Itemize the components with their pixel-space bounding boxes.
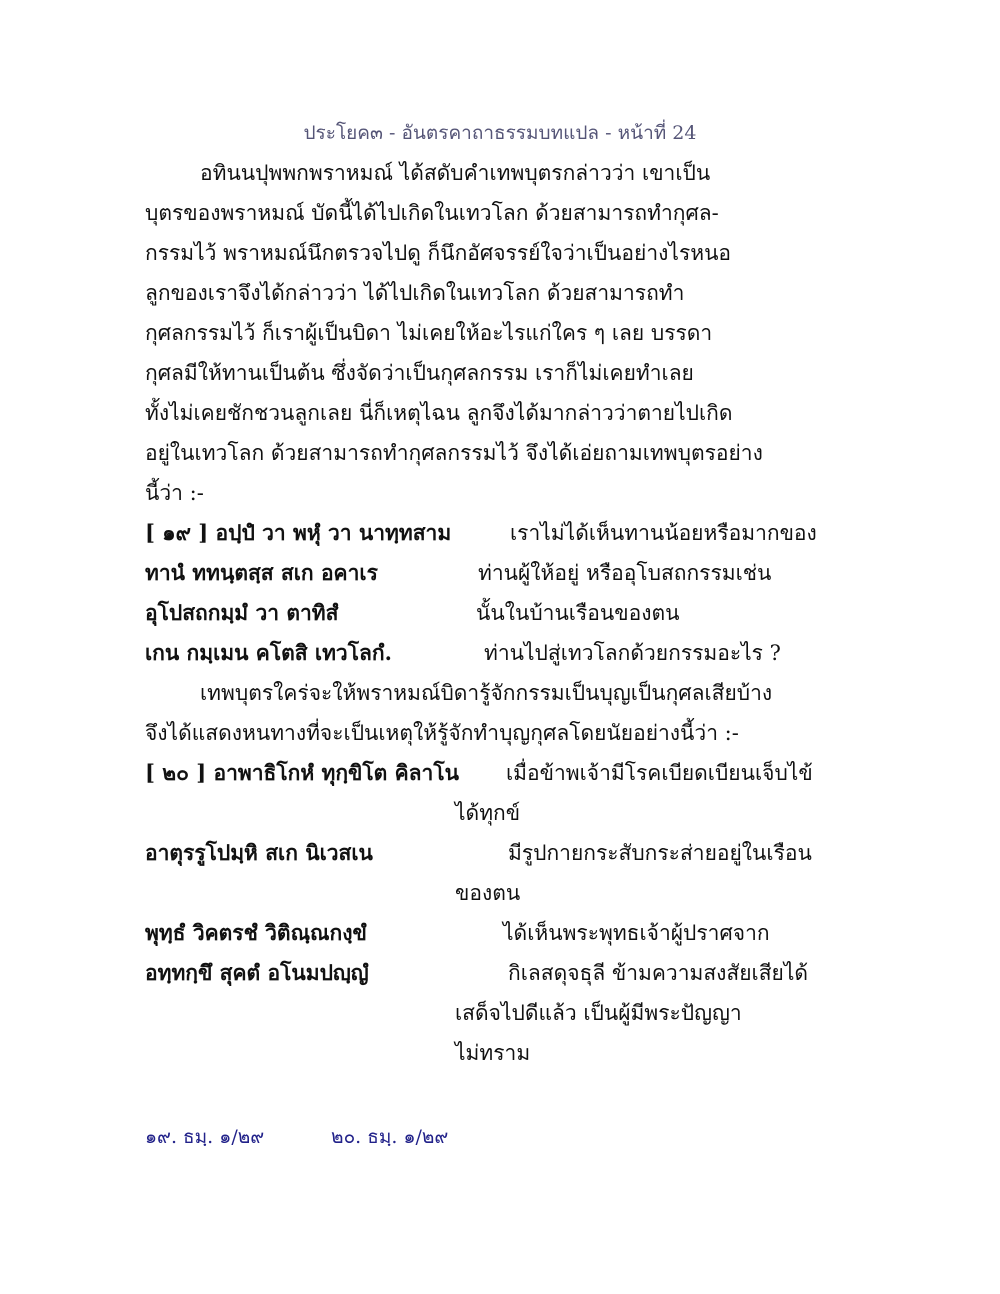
thai-translation-line: มีรูปกายกระสับกระส่ายอยู่ในเรือน — [508, 841, 812, 865]
text-line: นี้ว่า :- — [145, 481, 204, 505]
thai-translation-line: นั้นในบ้านเรือนของตน — [476, 601, 680, 625]
thai-translation-line: ท่านผู้ให้อยู่ หรืออุโบสถกรรมเช่น — [478, 561, 772, 585]
thai-translation-line: ท่านไปสู่เทวโลกด้วยกรรมอะไร ? — [484, 641, 781, 665]
text-line: กรรมไว้ พราหมณ์นึกตรวจไปดู ก็นึกอัศจรรย์ใจว่าเป็นอย่างไรหนอ — [145, 241, 732, 265]
pali-line: อทฺทกฺขึ สุคตํ อโนมปญฺญํ — [145, 960, 369, 985]
thai-translation-line: ของตน — [455, 881, 521, 905]
pali-line: [ ๑๙ ] อปฺปํ วา พหุํ วา นาทฺทสาม — [145, 520, 452, 545]
text-line: บุตรของพราหมณ์ บัดนี้ได้ไปเกิดในเทวโลก ด้วยสามารถทำกุศล- — [145, 201, 719, 225]
thai-translation-line: ได้เห็นพระพุทธเจ้าผู้ปราศจาก — [503, 921, 770, 945]
footnote-19: ๑๙. ธมฺ. ๑/๒๙ — [145, 1126, 265, 1148]
text-line: จึงได้แสดงหนทางที่จะเป็นเหตุให้รู้จักทำบุญกุศลโดยนัยอย่างนี้ว่า :- — [145, 721, 739, 745]
thai-translation-line: ได้ทุกข์ — [455, 801, 521, 825]
thai-translation-line: เราไม่ได้เห็นทานน้อยหรือมากของ — [510, 521, 817, 545]
pali-line: พุทฺธํ วิคตรชํ วิติณฺณกงฺขํ — [145, 920, 367, 945]
pali-line: [ ๒๐ ] อาพาธิโกหํ ทุกฺขิโต คิลาโน — [145, 760, 459, 785]
text-line: กุศลกรรมไว้ ก็เราผู้เป็นบิดา ไม่เคยให้อะไรแก่ใคร ๆ เลย บรรดา — [145, 321, 713, 345]
pali-line: ทานํ ททนฺตสฺส สเก อคาเร — [145, 560, 378, 585]
text-line: ลูกของเราจึงได้กล่าวว่า ได้ไปเกิดในเทวโลก ด้วยสามารถทำ — [145, 281, 685, 305]
thai-translation-line: ไม่ทราม — [455, 1041, 531, 1065]
footnotes — [145, 1122, 448, 1152]
text-line: เทพบุตรใคร่จะให้พราหมณ์บิดารู้จักกรรมเป็นบุญเป็นกุศลเสียบ้าง — [200, 681, 773, 705]
thai-translation-line: เมื่อข้าพเจ้ามีโรคเบียดเบียนเจ็บไข้ — [506, 761, 813, 785]
footnote-20: ๒๐. ธมฺ. ๑/๒๙ — [331, 1126, 449, 1148]
thai-translation-line: กิเลสดุจธุลี ข้ามความสงสัยเสียได้ — [508, 961, 809, 985]
page-header: ประโยค๓ - อันตรคาถาธรรมบทแปล - หน้าที่ 24 — [303, 122, 697, 144]
text-line: ทั้งไม่เคยชักชวนลูกเลย นี่ก็เหตุไฉน ลูกจึงได้มากล่าวว่าตายไปเกิด — [145, 401, 733, 425]
text-line: อยู่ในเทวโลก ด้วยสามารถทำกุศลกรรมไว้ จึงได้เอ่ยถามเทพบุตรอย่าง — [145, 441, 763, 465]
thai-translation-line: เสด็จไปดีแล้ว เป็นผู้มีพระปัญญา — [455, 1001, 742, 1025]
text-line: อทินนปุพพกพราหมณ์ ได้สดับคำเทพบุตรกล่าวว่า เขาเป็น — [200, 161, 711, 185]
pali-line: อาตุรรูโปมฺหิ สเก นิเวสเน — [145, 840, 373, 865]
pali-line: เกน กมฺเมน คโตสิ เทวโลกํ. — [145, 640, 392, 665]
text-line: กุศลมีให้ทานเป็นต้น ซึ่งจัดว่าเป็นกุศลกรรม เราก็ไม่เคยทำเลย — [145, 361, 694, 385]
pali-line: อุโปสถกมฺมํ วา ตาทิสํ — [145, 600, 339, 625]
